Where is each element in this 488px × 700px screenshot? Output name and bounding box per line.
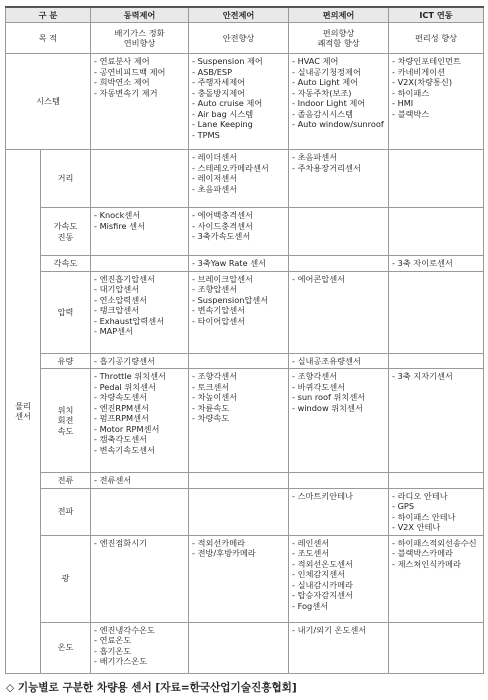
list-item: - 레이더센서	[192, 152, 286, 163]
list-item: - Pedal 위치센서	[94, 382, 186, 393]
list-item: - 배기가스온도	[94, 656, 186, 667]
list-item: - 탑승자감지센서	[292, 590, 386, 601]
sensor-cell-safety	[189, 622, 289, 673]
list-item: - 펌프RPM센서	[94, 413, 186, 424]
list-item: - HMI	[392, 98, 481, 109]
list-item: - Suspension압센서	[192, 295, 286, 306]
sensor-cell-powertrain	[91, 256, 189, 272]
list-item: - 카네비게이션	[392, 67, 481, 78]
list-item: - 흡기온도	[94, 646, 186, 657]
sensor-cell-safety	[189, 256, 289, 272]
list-item: - 인체감지센서	[292, 569, 386, 580]
list-item: - 블랙박스카메라	[392, 548, 481, 559]
sensor-cell-powertrain	[91, 208, 189, 256]
sensor-cell-convenience	[289, 271, 389, 353]
sensor-cell-convenience	[289, 622, 389, 673]
list-item: - 전류센서	[94, 475, 186, 486]
purpose-safety: 안전향상	[189, 23, 289, 54]
list-item: - Indoor Light 제어	[292, 98, 386, 109]
list-item: - 조향각센서	[192, 371, 286, 382]
sensor-cell-convenience	[289, 535, 389, 622]
list-item: - 3축Yaw Rate 센서	[192, 258, 286, 269]
list-item: - 초음파센서	[292, 152, 386, 163]
sensor-cell-ict	[389, 256, 484, 272]
list-item: - 적외선온도센서	[292, 559, 386, 570]
sensor-row	[6, 369, 484, 473]
sensor-type-label: 압력	[41, 271, 91, 353]
list-item: - Throttle 위치센서	[94, 371, 186, 382]
sensor-cell-convenience	[289, 150, 389, 208]
sensor-cell-safety	[189, 150, 289, 208]
sensor-type-label: 유량	[41, 353, 91, 369]
sensor-row	[6, 488, 484, 535]
list-item: - 블랙박스	[392, 109, 481, 120]
list-item: - 사이드충격센서	[192, 221, 286, 232]
list-item: - 주차용장거리센서	[292, 163, 386, 174]
list-item: - Motor RPM센서	[94, 424, 186, 435]
system-powertrain	[91, 54, 189, 150]
sensor-cell-convenience	[289, 353, 389, 369]
list-item: - Auto window/sunroof	[292, 119, 386, 130]
list-item: - 차량인포테인먼트	[392, 56, 481, 67]
list-item: - 변속기압센서	[192, 305, 286, 316]
sensor-cell-ict	[389, 488, 484, 535]
system-safety	[189, 54, 289, 150]
list-item: - 초음파센서	[192, 184, 286, 195]
list-item: - MAP센서	[94, 326, 186, 337]
sensor-cell-safety	[189, 535, 289, 622]
sensor-type-label: 전류	[41, 473, 91, 489]
list-item: - Lane Keeping	[192, 119, 286, 130]
purpose-label: 목 적	[6, 23, 91, 54]
header-category: 구 분	[6, 7, 91, 23]
list-item: - ASB/ESP	[192, 67, 286, 78]
sensor-row	[6, 622, 484, 673]
system-ict	[389, 54, 484, 150]
sensor-cell-ict	[389, 622, 484, 673]
list-item: - 충돌방지제어	[192, 88, 286, 99]
list-item: - 주행자세제어	[192, 77, 286, 88]
header-convenience: 편의제어	[289, 7, 389, 23]
sensor-cell-ict	[389, 535, 484, 622]
purpose-ict: 편리성 향상	[389, 23, 484, 54]
list-item: - 엔진흡기압센서	[94, 274, 186, 285]
sensor-row	[6, 256, 484, 272]
table-caption: ◇ 기능별로 구분한 차량용 센서 [자료=한국산업기술진흥협회]	[6, 682, 297, 694]
sensor-cell-powertrain	[91, 535, 189, 622]
list-item: - Knock센서	[94, 210, 186, 221]
list-item: - 에어백충격센서	[192, 210, 286, 221]
sensor-cell-ict	[389, 208, 484, 256]
list-item: - 3축가속도센서	[192, 231, 286, 242]
list-item: - 실내공기청정제어	[292, 67, 386, 78]
list-item: - 차량속도	[192, 413, 286, 424]
list-item: - 대기압센서	[94, 284, 186, 295]
list-item: - 바퀴각도센서	[292, 382, 386, 393]
sensor-type-label: 전파	[41, 488, 91, 535]
sensor-row	[6, 473, 484, 489]
system-label: 시스템	[6, 54, 91, 150]
list-item: - 캠축각도센서	[94, 434, 186, 445]
sensor-cell-convenience	[289, 473, 389, 489]
list-item: - 탱크압센서	[94, 305, 186, 316]
list-item: - Misfire 센서	[94, 221, 186, 232]
sensor-cell-convenience	[289, 488, 389, 535]
sensor-row	[6, 208, 484, 256]
sensor-classification-table	[5, 6, 484, 674]
header-ict: ICT 연동	[389, 7, 484, 23]
sensor-cell-ict	[389, 353, 484, 369]
list-item: - 조도센서	[292, 548, 386, 559]
list-item: - 스마트키안테나	[292, 491, 386, 502]
list-item: - 공연비피드백 제어	[94, 67, 186, 78]
sensor-type-label: 거리	[41, 150, 91, 208]
sensor-group-label: 물리 센서	[6, 150, 41, 674]
header-row	[6, 7, 484, 23]
list-item: - GPS	[392, 501, 481, 512]
list-item: - 에어콘압센서	[292, 274, 386, 285]
list-item: - 전방/후방카메라	[192, 548, 286, 559]
sensor-cell-ict	[389, 150, 484, 208]
sensor-cell-safety	[189, 208, 289, 256]
header-powertrain: 동력제어	[91, 7, 189, 23]
list-item: - Fog센서	[292, 601, 386, 612]
list-item: - 희박연소 제어	[94, 77, 186, 88]
sensor-cell-powertrain	[91, 271, 189, 353]
sensor-row	[6, 150, 484, 208]
list-item: - 자동주차(보조)	[292, 88, 386, 99]
sensor-cell-safety	[189, 369, 289, 473]
list-item: - 3축 자이로센서	[392, 258, 481, 269]
list-item: - 적외선카메라	[192, 538, 286, 549]
sensor-cell-safety	[189, 473, 289, 489]
sensor-cell-powertrain	[91, 150, 189, 208]
list-item: - V2X 안테나	[392, 522, 481, 533]
sensor-row	[6, 353, 484, 369]
sensor-type-label: 위치 회전 속도	[41, 369, 91, 473]
list-item: - Suspension 제어	[192, 56, 286, 67]
list-item: - 흡기공기량센서	[94, 356, 186, 367]
purpose-powertrain: 배기가스 정화 연비향상	[91, 23, 189, 54]
list-item: - Exhaust압력센서	[94, 316, 186, 327]
sensor-type-label: 광	[41, 535, 91, 622]
list-item: - TPMS	[192, 130, 286, 141]
sensor-cell-powertrain	[91, 622, 189, 673]
list-item: - Air bag 시스템	[192, 109, 286, 120]
list-item: - 엔진점화시기	[94, 538, 186, 549]
sensor-row	[6, 535, 484, 622]
list-item: - Auto Light 제어	[292, 77, 386, 88]
sensor-cell-powertrain	[91, 488, 189, 535]
list-item: - 하이패스 안테나	[392, 512, 481, 523]
list-item: - 하이패스적외선송수신	[392, 538, 481, 549]
list-item: - 실내감시카메라	[292, 580, 386, 591]
list-item: - 하이패스	[392, 88, 481, 99]
list-item: - 레인센서	[292, 538, 386, 549]
sensor-cell-safety	[189, 353, 289, 369]
sensor-cell-ict	[389, 369, 484, 473]
list-item: - 스테레오카메라센서	[192, 163, 286, 174]
list-item: - 제스쳐인식카메라	[392, 559, 481, 570]
sensor-cell-convenience	[289, 369, 389, 473]
sensor-cell-convenience	[289, 208, 389, 256]
list-item: - 연소압력센서	[94, 295, 186, 306]
purpose-convenience: 편의향상 쾌적함 향상	[289, 23, 389, 54]
list-item: - Auto cruise 제어	[192, 98, 286, 109]
list-item: - V2X(차량통신)	[392, 77, 481, 88]
system-row	[6, 54, 484, 150]
sensor-type-label: 온도	[41, 622, 91, 673]
list-item: - window 위치센서	[292, 403, 386, 414]
list-item: - 엔진RPM센서	[94, 403, 186, 414]
list-item: - 3축 지자기센서	[392, 371, 481, 382]
list-item: - 라디오 안테나	[392, 491, 481, 502]
sensor-row	[6, 271, 484, 353]
list-item: - 차량속도센서	[94, 392, 186, 403]
list-item: - sun roof 위치센서	[292, 392, 386, 403]
list-item: - 조향압센서	[192, 284, 286, 295]
sensor-cell-powertrain	[91, 473, 189, 489]
list-item: - 토크센서	[192, 382, 286, 393]
list-item: - 차륜속도	[192, 403, 286, 414]
header-safety: 안전제어	[189, 7, 289, 23]
list-item: - 실내공조유량센서	[292, 356, 386, 367]
sensor-cell-convenience	[289, 256, 389, 272]
system-convenience	[289, 54, 389, 150]
list-item: - 브레이크압센서	[192, 274, 286, 285]
list-item: - 조향각센서	[292, 371, 386, 382]
list-item: - 자동변속기 제거	[94, 88, 186, 99]
sensor-type-label: 각속도	[41, 256, 91, 272]
list-item: - 레이저센서	[192, 173, 286, 184]
list-item: - 엔진냉각수온도	[94, 625, 186, 636]
list-item: - 차높이센서	[192, 392, 286, 403]
sensor-cell-ict	[389, 271, 484, 353]
sensor-cell-powertrain	[91, 353, 189, 369]
sensor-type-label: 가속도 진동	[41, 208, 91, 256]
list-item: - HVAC 제어	[292, 56, 386, 67]
list-item: - 연료분사 제어	[94, 56, 186, 67]
list-item: - 졸음감시시스템	[292, 109, 386, 120]
list-item: - 연료온도	[94, 635, 186, 646]
list-item: - 타이어압센서	[192, 316, 286, 327]
sensor-cell-safety	[189, 488, 289, 535]
list-item: - 변속기속도센서	[94, 445, 186, 456]
list-item: - 내기/외기 온도센서	[292, 625, 386, 636]
sensor-cell-powertrain	[91, 369, 189, 473]
purpose-row	[6, 23, 484, 54]
sensor-cell-ict	[389, 473, 484, 489]
sensor-cell-safety	[189, 271, 289, 353]
